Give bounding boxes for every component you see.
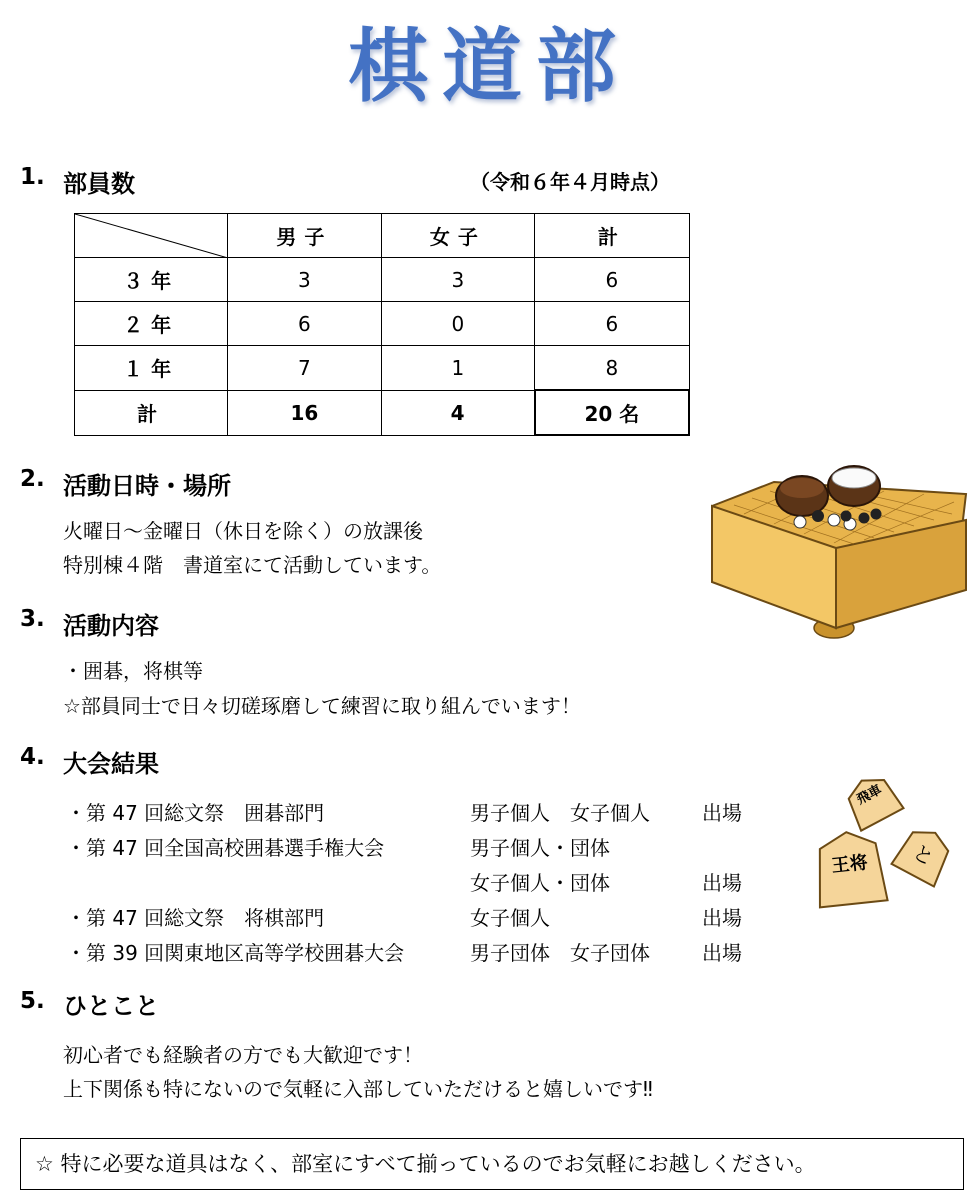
result-status: 出場 bbox=[702, 906, 742, 930]
row-label: ２年 bbox=[75, 302, 228, 346]
member-count-table bbox=[74, 213, 690, 436]
result-event: ・第 47 回総文祭 囲碁部門 bbox=[66, 801, 325, 825]
header-total: 計 bbox=[535, 214, 689, 258]
notice-box: ☆ 特に必要な道具はなく、部室にすべて揃っているのでお気軽にお越しください。 bbox=[20, 1138, 964, 1190]
table-total-row bbox=[75, 390, 690, 435]
section-5-number: 5. bbox=[20, 988, 45, 1014]
section-4-title: 大会結果 bbox=[63, 750, 159, 778]
page-title: 棋道部 bbox=[348, 20, 630, 113]
result-detail: 男子個人・団体 bbox=[470, 836, 610, 860]
header-male: 男子 bbox=[228, 214, 381, 258]
piece-label: と bbox=[909, 839, 938, 871]
table-row bbox=[75, 258, 690, 302]
section-2-number: 2. bbox=[20, 466, 45, 492]
table-header-row bbox=[75, 214, 690, 258]
table-cell: 3 bbox=[228, 258, 381, 302]
result-detail: 女子個人・団体 bbox=[470, 871, 610, 895]
activity-content-line: ・囲碁，将棋等 bbox=[63, 659, 203, 683]
result-event: ・第 39 回関東地区高等学校囲碁大会 bbox=[66, 941, 405, 965]
piece-label: 王将 bbox=[830, 852, 869, 877]
row-label: ３年 bbox=[75, 258, 228, 302]
result-event: ・第 47 回総文祭 将棋部門 bbox=[66, 906, 325, 930]
result-event: ・第 47 回全国高校囲碁選手権大会 bbox=[66, 836, 385, 860]
table-cell: 16 bbox=[228, 390, 381, 435]
result-detail: 男子個人 女子個人 bbox=[470, 801, 650, 825]
table-cell: 7 bbox=[228, 346, 381, 391]
go-board-icon bbox=[704, 458, 970, 644]
activity-place-line: 特別棟４階 書道室にて活動しています。 bbox=[63, 553, 442, 577]
table-cell: 0 bbox=[381, 302, 535, 346]
header-female: 女子 bbox=[381, 214, 535, 258]
shogi-pieces-icon bbox=[804, 770, 964, 910]
message-line: 初心者でも経験者の方でも大歓迎です！ bbox=[63, 1043, 423, 1067]
section-4-number: 4. bbox=[20, 744, 45, 770]
grand-total-cell: 20 名 bbox=[535, 390, 689, 435]
table-row bbox=[75, 346, 690, 391]
activity-content-line: ☆部員同士で日々切磋琢磨して練習に取り組んでいます！ bbox=[63, 694, 581, 718]
table-row bbox=[75, 302, 690, 346]
diagonal-line bbox=[75, 214, 228, 258]
table-cell: 6 bbox=[535, 258, 689, 302]
section-1-title: 部員数 bbox=[63, 170, 135, 198]
row-label: １年 bbox=[75, 346, 228, 391]
section-2-title: 活動日時・場所 bbox=[63, 472, 231, 500]
result-detail: 男子団体 女子団体 bbox=[470, 941, 650, 965]
section-5-title: ひとこと bbox=[63, 992, 159, 1020]
result-status: 出場 bbox=[702, 801, 742, 825]
message-line: 上下関係も特にないので気軽に入部していただけると嬉しいです‼ bbox=[63, 1077, 653, 1101]
table-cell: 1 bbox=[381, 346, 535, 391]
row-label: 計 bbox=[75, 390, 228, 435]
result-detail: 女子個人 bbox=[470, 906, 550, 930]
table-cell: 4 bbox=[381, 390, 535, 435]
piece-label: 飛車 bbox=[854, 782, 885, 808]
table-cell: 8 bbox=[535, 346, 689, 391]
table-cell: 6 bbox=[228, 302, 381, 346]
section-3-number: 3. bbox=[20, 606, 45, 632]
activity-schedule-line: 火曜日～金曜日（休日を除く）の放課後 bbox=[63, 519, 423, 543]
result-status: 出場 bbox=[702, 941, 742, 965]
table-cell: 3 bbox=[381, 258, 535, 302]
section-3-title: 活動内容 bbox=[63, 612, 159, 640]
section-1-number: 1. bbox=[20, 164, 45, 190]
as-of-date: （令和６年４月時点） bbox=[470, 170, 670, 194]
table-cell: 6 bbox=[535, 302, 689, 346]
result-status: 出場 bbox=[702, 871, 742, 895]
table-corner-cell bbox=[75, 214, 228, 258]
